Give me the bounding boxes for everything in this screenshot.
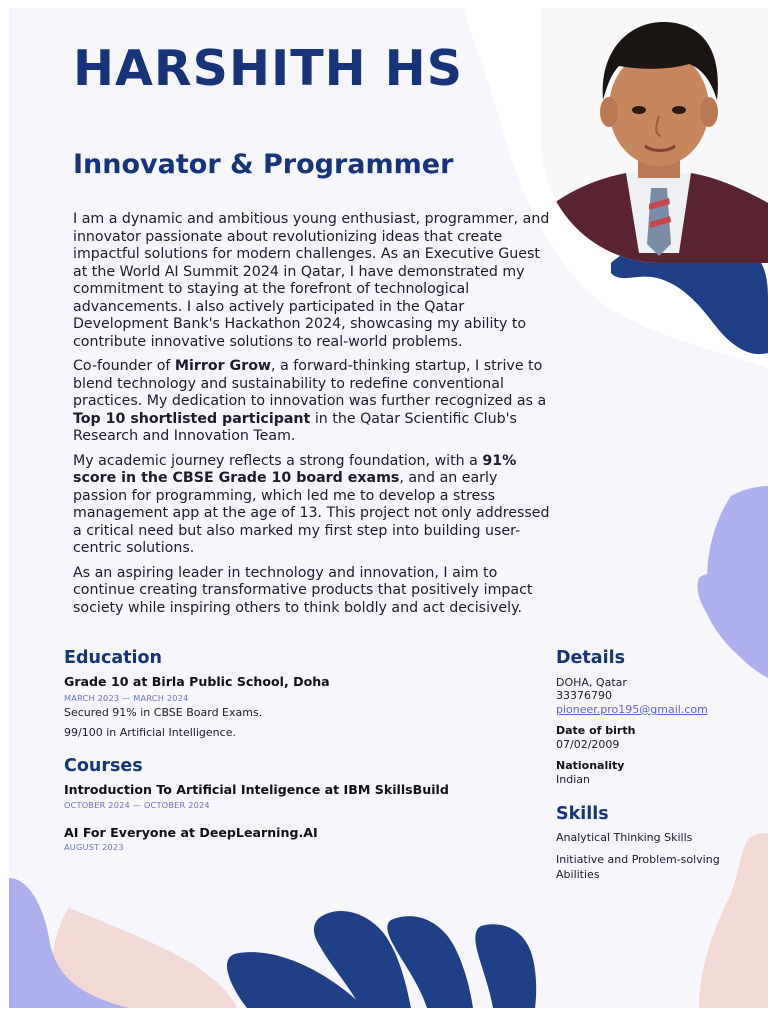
education-dates: MARCH 2023 — MARCH 2024 (64, 693, 189, 703)
profile-photo-illustration (541, 8, 768, 263)
course-item-title: AI For Everyone at DeepLearning.AI (64, 825, 318, 840)
bio-text: My academic journey reflects a strong foundation, with a (73, 452, 483, 469)
course-item-dates: AUGUST 2023 (64, 842, 124, 852)
bio-paragraph-1: I am a dynamic and ambitious young enthusiast, programmer, and innovator passionate about revolutionizing ideas that create impactful solutions for modern challenges. As an Executive Guest at the World AI Summit 2024 in Qatar, I have demonstrated my commitment to staying at the forefront of technological advancements. I also actively participated in the Qatar Development Bank's Hackathon 2024, showcasing my ability to contribute innovative solutions to real-world problems. (73, 211, 550, 350)
bio-highlight-startup: Mirror Grow (174, 358, 272, 374)
education-heading: Education (64, 648, 162, 668)
course-item-title: Introduction To Artificial Inteligence at IBM SkillsBuild (64, 782, 449, 797)
bio-text: , and an early passion for programming, which led me to develop a stress management app at the age of 13. This project not only addressed a critical need but also marked my first step into building user-centric solutions. (73, 470, 550, 556)
details-email-link[interactable]: pioneer.pro195@gmail.com (556, 703, 708, 716)
bio-paragraph-4: As an aspiring leader in technology and innovation, I aim to continue creating transformative products that positively impact society while inspiring others to think boldly and act decisively. (73, 564, 533, 616)
bio-paragraph-3 (73, 453, 551, 558)
bio-text: Co-founder of (73, 358, 175, 374)
bio-highlight-score: 91% score in the CBSE Grade 10 board exams (73, 452, 517, 486)
bio-highlight-shortlist: Top 10 shortlisted participant (73, 410, 311, 427)
skill-item: Analytical Thinking Skills (556, 831, 693, 844)
navy-leaf-shape-3 (475, 924, 536, 1008)
dob-label: Date of birth (556, 724, 636, 737)
courses-heading: Courses (64, 756, 143, 776)
details-phone: 33376790 (556, 689, 612, 702)
bio-text: , a forward-thinking startup, I strive to blend technology and sustainability to redefine conventional practices. My dedication to innovation was further recognized as a (73, 358, 547, 409)
education-item-title: Grade 10 at Birla Public School, Doha (64, 674, 330, 689)
education-detail-2: 99/100 in Artificial Intelligence. (64, 726, 236, 739)
dob-value: 07/02/2009 (556, 738, 620, 751)
details-heading: Details (556, 648, 625, 668)
nationality-value: Indian (556, 773, 590, 786)
profile-photo (541, 8, 768, 263)
course-item-dates: OCTOBER 2024 — OCTOBER 2024 (64, 800, 210, 810)
candidate-name: HARSHITH HS (73, 40, 463, 97)
details-location: DOHA, Qatar (556, 676, 627, 689)
resume-sheet (9, 8, 768, 1008)
skills-heading: Skills (556, 804, 609, 824)
candidate-role: Innovator & Programmer (73, 149, 454, 180)
bio-section (73, 211, 551, 624)
bio-text: in the Qatar Scientific Club's Research and Innovation Team. (73, 410, 517, 444)
education-detail-1: Secured 91% in CBSE Board Exams. (64, 706, 263, 719)
nationality-label: Nationality (556, 759, 625, 772)
bio-paragraph-2 (73, 358, 551, 446)
skill-item: Initiative and Problem-solving Abilities (556, 853, 720, 881)
